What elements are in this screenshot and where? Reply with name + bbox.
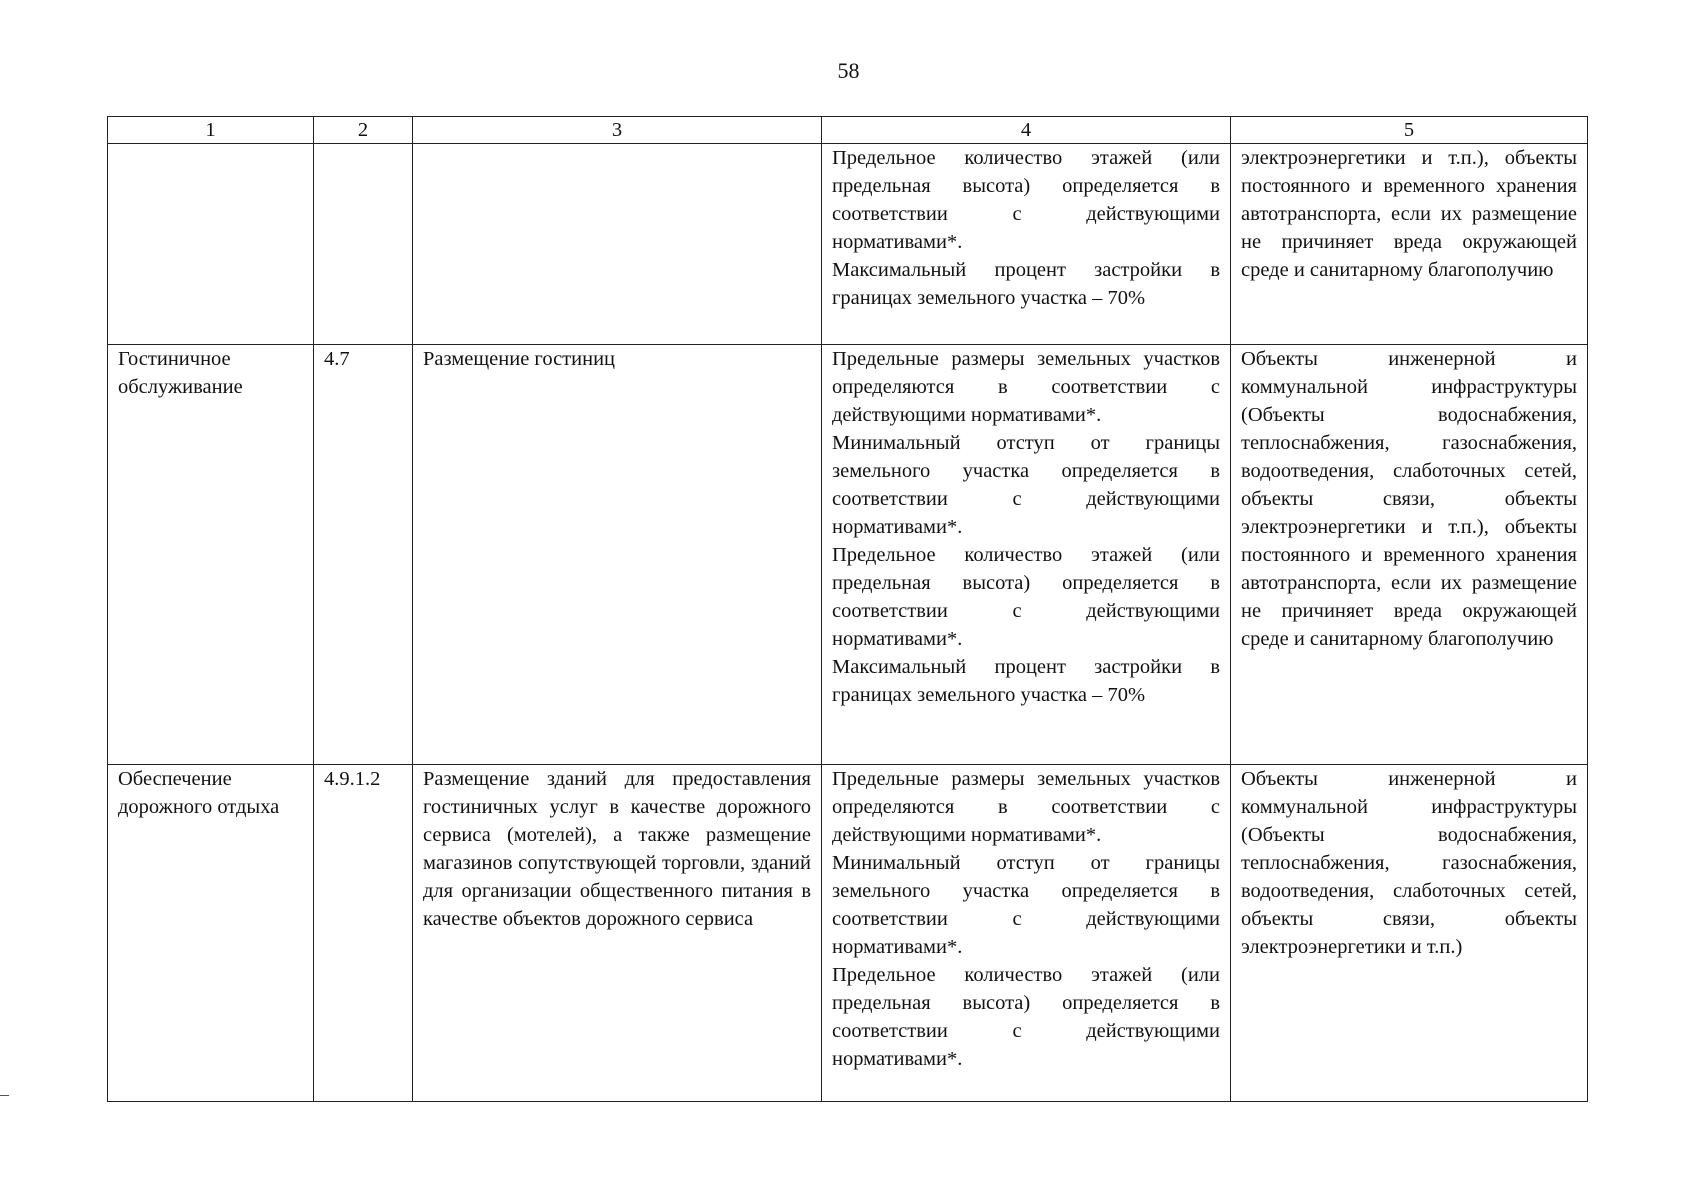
cell-code-paragraph: 4.7 — [324, 348, 350, 370]
cell-auxiliary-paragraph: электроэнергетики и т.п.), объекты постоянного и временного хранения автотранспорта, если их размещение не причиняет вреда окружающей среде и санитарному благополучию — [1241, 147, 1577, 281]
cell-description — [413, 765, 822, 1102]
cell-name — [108, 345, 314, 765]
cell-parameters-paragraph: Максимальный процент застройки в границах земельного участка – 70% — [832, 656, 1220, 706]
header-col-5: 5 — [1231, 117, 1588, 144]
header-col-3: 3 — [413, 117, 822, 144]
cell-parameters-paragraph: Предельное количество этажей (или предельная высота) определяется в соответствии с действующими нормативами*. — [832, 964, 1220, 1070]
cell-description — [413, 345, 822, 765]
cell-parameters — [822, 765, 1231, 1102]
cell-auxiliary-paragraph: Объекты инженерной и коммунальной инфраструктуры (Объекты водоснабжения, теплоснабжения, газоснабжения, водоотведения, слаботочных сетей, объекты связи, объекты электроэнергетики и т.п.) — [1241, 768, 1577, 958]
cell-code — [314, 765, 413, 1102]
table-row — [108, 144, 1588, 345]
cell-code — [314, 345, 413, 765]
cell-auxiliary-paragraph: Объекты инженерной и коммунальной инфраструктуры (Объекты водоснабжения, теплоснабжения, газоснабжения, водоотведения, слаботочных сетей, объекты связи, объекты электроэнергетики и т.п.), объекты постоянного и временного хранения автотранспорта, если их размещение не причиняет вреда окружающей среде и санитарному благополучию — [1241, 348, 1577, 650]
cell-name-paragraph: Гостиничное обслуживание — [118, 348, 243, 398]
cell-name — [108, 765, 314, 1102]
zoning-table — [107, 116, 1588, 1102]
cell-parameters-paragraph: Предельное количество этажей (или предельная высота) определяется в соответствии с действующими нормативами*. — [832, 544, 1220, 650]
cell-description — [413, 144, 822, 345]
cell-auxiliary — [1231, 144, 1588, 345]
cell-parameters-paragraph: Предельные размеры земельных участков определяются в соответствии с действующими нормативами*. — [832, 768, 1220, 846]
table-row — [108, 765, 1588, 1102]
margin-mark — [0, 1095, 9, 1096]
header-row — [108, 117, 1588, 144]
header-col-1: 1 — [108, 117, 314, 144]
cell-parameters — [822, 345, 1231, 765]
page-number: 58 — [837, 58, 860, 83]
cell-auxiliary — [1231, 345, 1588, 765]
cell-description-paragraph: Размещение гостиниц — [423, 348, 616, 370]
cell-code-paragraph: 4.9.1.2 — [324, 768, 381, 790]
cell-parameters-paragraph: Предельное количество этажей (или предельная высота) определяется в соответствии с действующими нормативами*. — [832, 147, 1220, 253]
cell-parameters-paragraph: Минимальный отступ от границы земельного участка определяется в соответствии с действующими нормативами*. — [832, 432, 1220, 538]
cell-description-paragraph: Размещение зданий для предоставления гостиничных услуг в качестве дорожного сервиса (мотелей), а также размещение магазинов сопутствующей торговли, зданий для организации общественного питания в качестве объектов дорожного сервиса — [423, 768, 811, 930]
cell-parameters-paragraph: Максимальный процент застройки в границах земельного участка – 70% — [832, 259, 1220, 309]
cell-name — [108, 144, 314, 345]
header-col-4: 4 — [822, 117, 1231, 144]
cell-name-paragraph: Обеспечение дорожного отдыха — [118, 768, 280, 818]
cell-auxiliary — [1231, 765, 1588, 1102]
cell-parameters-paragraph: Предельные размеры земельных участков определяются в соответствии с действующими нормативами*. — [832, 348, 1220, 426]
cell-parameters-paragraph: Минимальный отступ от границы земельного участка определяется в соответствии с действующими нормативами*. — [832, 852, 1220, 958]
cell-code — [314, 144, 413, 345]
table-row — [108, 345, 1588, 765]
header-col-2: 2 — [314, 117, 413, 144]
cell-parameters — [822, 144, 1231, 345]
